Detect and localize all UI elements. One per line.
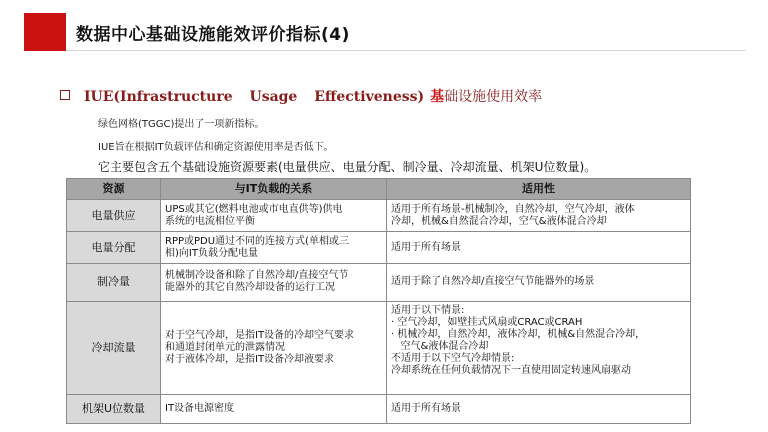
relation-cell: RPP或PDU通过不同的连接方式(单相或三 相)向IT负载分配电量 bbox=[161, 232, 387, 264]
paragraph-tggc: 绿色网格(TGGC)提出了一项新指标。 bbox=[98, 119, 265, 130]
header-applicability: 适用性 bbox=[387, 179, 691, 200]
title-accent-block bbox=[24, 13, 66, 51]
applicability-cell: 适用于所有场景 bbox=[387, 394, 691, 423]
title-divider bbox=[66, 50, 746, 51]
resource-power-supply: 电量供应 bbox=[67, 200, 161, 232]
applicability-cell: 适用于所有场景-机械制冷，自然冷却，空气冷却，液体 冷却，机械&自然混合冷却，空气&液体混合冷却 bbox=[387, 200, 691, 232]
resource-power-distribution: 电量分配 bbox=[67, 232, 161, 264]
resource-cooling-flow: 冷却流量 bbox=[67, 301, 161, 394]
table-row bbox=[67, 394, 691, 423]
applicability-cell: 适用于除了自然冷却/直接空气节能器外的场景 bbox=[387, 264, 691, 301]
table-row bbox=[67, 200, 691, 232]
header-resource: 资源 bbox=[67, 179, 161, 200]
paragraph-iue-purpose: IUE旨在根据IT负载评估和确定资源使用率是否低下。 bbox=[98, 142, 334, 153]
relation-cell: IT设备电源密度 bbox=[161, 394, 387, 423]
applicability-cell: 适用于所有场景 bbox=[387, 232, 691, 264]
page-title: 数据中心基础设施能效评价指标(4) bbox=[76, 25, 350, 45]
resource-rack-units: 机架U位数量 bbox=[67, 394, 161, 423]
header-relation: 与IT负载的关系 bbox=[161, 179, 387, 200]
relation-cell: 机械制冷设备和除了自然冷却/直接空气节 能器外的其它自然冷却设备的运行工况 bbox=[161, 264, 387, 301]
table-row bbox=[67, 232, 691, 264]
iue-english-name: IUE(Infrastructure Usage Effectiveness) bbox=[84, 89, 425, 105]
iue-chinese-name: 础设施使用效率 bbox=[444, 89, 543, 105]
paragraph-five-elements: 它主要包含五个基础设施资源要素(电量供应、电量分配、制冷量、冷却流量、机架U位数量)。 bbox=[98, 160, 597, 174]
relation-cell: UPS或其它(燃料电池或市电直供等)供电 系统的电流相位平衡 bbox=[161, 200, 387, 232]
table-header-row bbox=[67, 179, 691, 200]
resource-cooling-capacity: 制冷量 bbox=[67, 264, 161, 301]
square-bullet-icon bbox=[60, 90, 70, 100]
table-row bbox=[67, 264, 691, 301]
iue-chinese-first-char: 基 bbox=[430, 89, 445, 105]
table-row bbox=[67, 301, 691, 394]
relation-cell: 对于空气冷却，是指IT设备的冷却空气要求 和通道封闭单元的泄露情况 对于液体冷却，是指IT设备冷却液要求 bbox=[161, 301, 387, 394]
iue-heading bbox=[60, 86, 542, 106]
resource-table bbox=[66, 178, 691, 424]
applicability-cell: 适用于以下情景: · 空气冷却，如壁挂式风扇或CRAC或CRAH · 机械冷却，自然冷却，液体冷却，机械&自然混合冷却， 空气&液体混合冷却 不适用于以下空气冷却情景: 冷却系统在任何负载情况下一直使用固定转速风扇驱动 bbox=[387, 301, 691, 394]
